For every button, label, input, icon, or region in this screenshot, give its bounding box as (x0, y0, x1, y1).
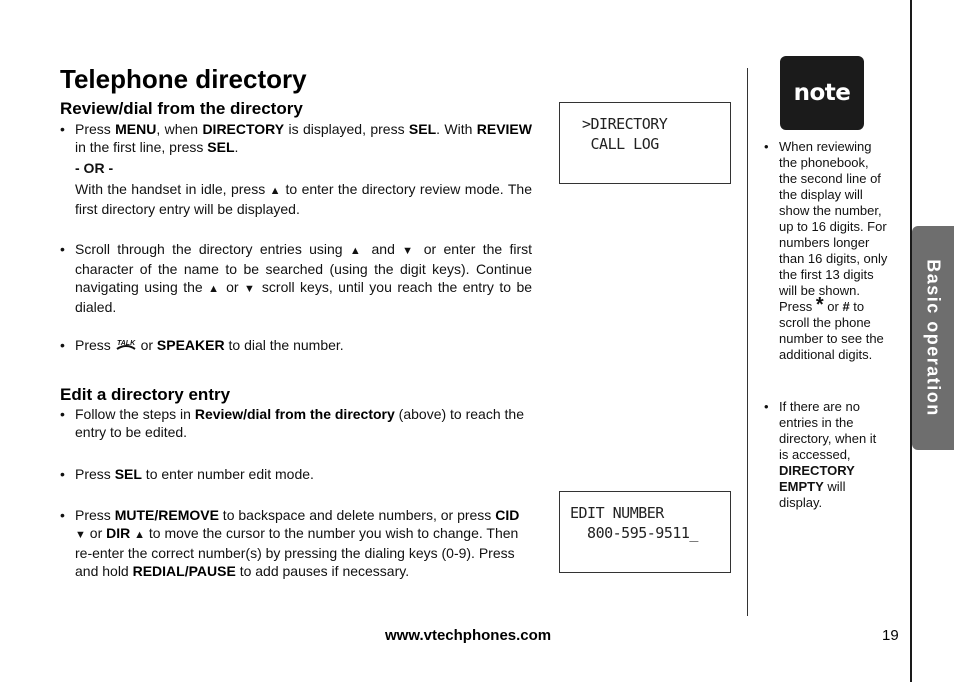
note-badge: note (780, 56, 864, 130)
section-side-tab (912, 226, 954, 450)
bullet-mark: • (60, 121, 65, 137)
list-item: • Press TALK or SPEAKER to dial the number. (60, 337, 344, 353)
up-arrow-icon: ▲ (208, 283, 221, 295)
note-item: • When reviewing the phonebook, the second line of the display will show the number, up to 16 digits. For numbers longer than 16 digits, only the first 13 digits will be shown. Press * or # to scroll the phone number to see the additional digits. (764, 139, 888, 362)
star-key-icon: * (815, 294, 824, 316)
page-number: 19 (882, 627, 899, 644)
footer-url: www.vtechphones.com (385, 627, 552, 644)
bullet-mark: • (60, 507, 65, 523)
down-arrow-icon: ▼ (402, 245, 417, 257)
list-item: • Scroll through the directory entries using ▲ and ▼ or enter the first character of the name to be searched (using the digit keys). Continue navigating using the ▲ or ▼ scroll keys, until you reach the entry to be dialed. (60, 241, 533, 315)
lcd-line-2: CALL LOG (582, 135, 659, 153)
down-arrow-icon: ▼ (75, 529, 86, 541)
bullet-mark: • (60, 337, 65, 353)
up-arrow-icon: ▲ (349, 245, 365, 257)
talk-key-icon (115, 338, 137, 352)
lcd-line-1: >DIRECTORY (582, 115, 668, 133)
bullet-mark: • (60, 406, 65, 422)
section-heading-edit: Edit a directory entry (60, 385, 231, 404)
section-heading-review: Review/dial from the directory (60, 99, 303, 118)
down-arrow-icon: ▼ (243, 283, 257, 295)
lcd-display-edit-number (559, 491, 731, 573)
list-item: • Press MUTE/REMOVE to backspace and delete numbers, or press CID ▼ or DIR ▲ to move the cursor to the number you wish to change. Then re-enter the correct number(s) by pressing the dialing keys (0-9). Press and hold REDIAL/PAUSE to add pauses if necessary. (60, 507, 520, 579)
list-item: • Press SEL to enter number edit mode. (60, 466, 314, 482)
bullet-mark: • (764, 139, 769, 154)
column-divider (747, 68, 748, 616)
bullet-mark: • (60, 466, 65, 482)
or-separator: - OR - (75, 160, 114, 176)
up-arrow-icon: ▲ (269, 185, 282, 197)
up-arrow-icon: ▲ (134, 529, 146, 541)
bullet-mark: • (60, 241, 65, 257)
bullet-mark: • (764, 399, 769, 414)
lcd-line-1: EDIT NUMBER (570, 504, 664, 522)
side-tab-label: Basic operation (923, 259, 944, 417)
page-title: Telephone directory (60, 64, 307, 94)
svg-text:TALK: TALK (116, 340, 135, 347)
note-item: • If there are no entries in the directory, when it is accessed, DIRECTORY EMPTY will display. (764, 399, 877, 510)
alt-instruction: With the handset in idle, press ▲ to enter the directory review mode. The first directory entry will be displayed. (75, 181, 532, 217)
list-item: • Press MENU, when DIRECTORY is displayed, press SEL. With REVIEW in the first line, press SEL. - OR - With the handset in idle, press ▲ to enter the directory review mode. The first directory entry will be displayed. (60, 121, 532, 217)
lcd-display-directory (559, 102, 731, 184)
lcd-line-2: 800-595-9511_ (570, 524, 698, 542)
list-item: • Follow the steps in Review/dial from the directory (above) to reach the entry to be edited. (60, 406, 524, 440)
